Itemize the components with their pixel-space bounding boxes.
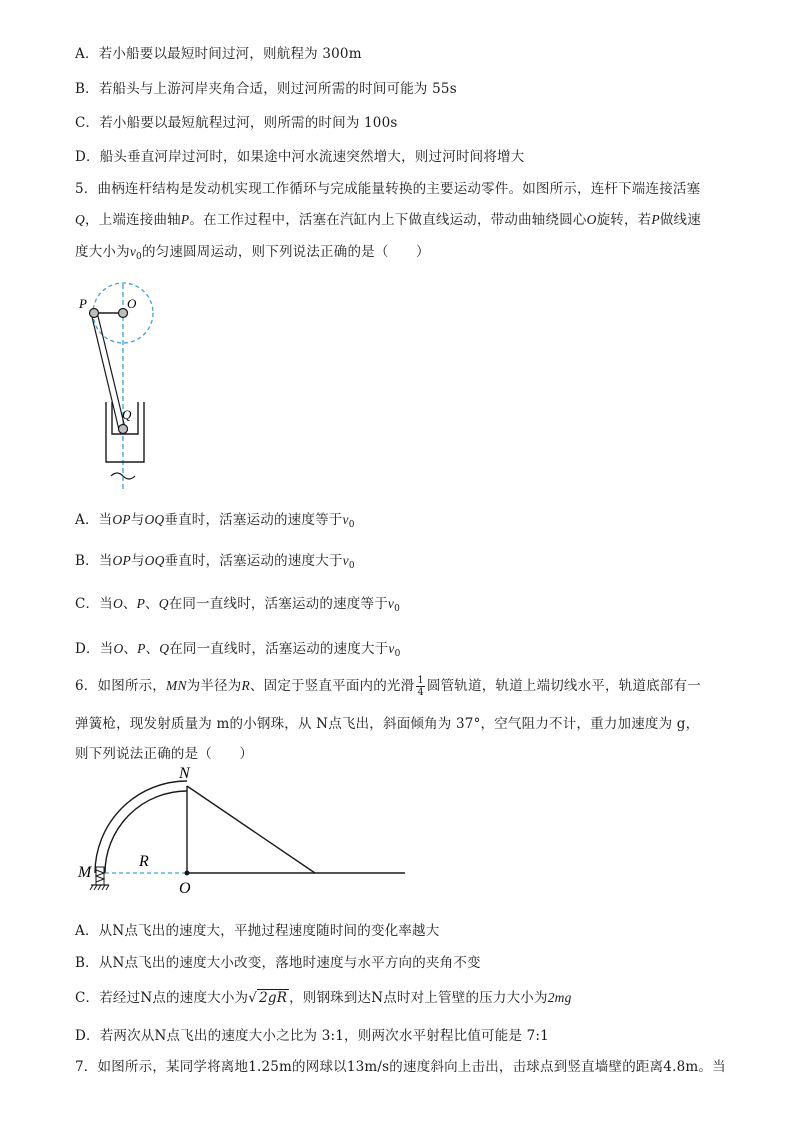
q5-option-b: B．当OP与OQ垂直时，活塞运动的速度大于$v_0$: [75, 553, 355, 571]
q6-stem-line1: 6．如图所示，MN为半径为R、固定于竖直平面内的光滑 $\frac{1}{4}$ 圆管轨道，轨道上端切线水平，轨道底部有一: [75, 675, 701, 698]
q4-option-b: B．若船头与上游河岸夹角合适，则过河所需的时间可能为 55s: [75, 81, 457, 97]
q4-option-d: D．船头垂直河岸过河时，如果途中河水流速突然增大，则过河时间将增大: [75, 149, 525, 165]
q6-option-c: C．若经过N点的速度大小为√ 2gR ，则钢珠到达N点时对上管壁的压力大小为2mg: [75, 990, 572, 1006]
label-o: O: [127, 296, 137, 311]
spring-gun-icon: [90, 867, 109, 890]
q6-stem-line2: 弹簧枪，现发射质量为 m的小钢珠，从 N点飞出，斜面倾角为 37°，空气阻力不计，重力加速度为 g，: [75, 716, 700, 732]
q7-stem-line1: 7．如图所示，某同学将离地1.25m的网球以13m/s的速度斜向上击出，击球点到竖直墙壁的距离4.8m。当: [75, 1059, 726, 1075]
q6-track-figure: [75, 765, 410, 905]
q5-crank-figure: [70, 282, 180, 497]
q6-option-d: D．若两次从N点飞出的速度大小之比为 3:1，则两次水平射程比值可能是 7:1: [75, 1028, 549, 1044]
incline-slope: [187, 786, 315, 873]
q4-option-c: C．若小船要以最短航程过河，则所需的时间为 100s: [75, 115, 398, 131]
connecting-rod-right: [97, 312, 125, 428]
label-n: N: [179, 765, 190, 782]
q5-stem-line3: 度大小为$v_0$的匀速圆周运动，则下列说法正确的是（ ）: [75, 244, 430, 262]
label-m: M: [78, 864, 92, 881]
label-o: O: [179, 880, 191, 897]
label-q: Q: [122, 407, 132, 422]
point-p-ball: [90, 309, 99, 318]
q6-option-b: B．从N点飞出的速度大小改变，落地时速度与水平方向的夹角不变: [75, 955, 481, 971]
q5-option-c: C．当O、P、Q在同一直线时，活塞运动的速度等于$v_0$: [75, 596, 401, 614]
point-o-dot: [185, 871, 190, 876]
label-p: P: [79, 296, 87, 311]
quarter-fraction: $\frac{1}{4}$: [417, 675, 424, 698]
q5-stem-line2: Q，上端连接曲轴P。在工作过程中，活塞在汽缸内上下做直线运动，带动曲轴绕圆心O旋转，若P做线速: [75, 212, 701, 228]
label-r: R: [139, 853, 149, 870]
q4-option-a: A．若小船要以最短时间过河，则航程为 300m: [75, 46, 362, 62]
q5-option-d: D．当O、P、Q在同一直线时，活塞运动的速度大于$v_0$: [75, 641, 401, 659]
q5-stem-line1: 5．曲柄连杆结构是发动机实现工作循环与完成能量转换的主要运动零件。如图所示，连杆下端连接活塞: [75, 181, 701, 197]
q5-option-a: A．当OP与OQ垂直时，活塞运动的速度等于$v_0$: [75, 512, 355, 530]
sqrt-2gr: √ 2gR: [248, 990, 288, 1006]
q6-stem-line3: 则下列说法正确的是（ ）: [75, 746, 254, 762]
piston-q-ball: [119, 425, 128, 434]
q6-option-a: A．从N点飞出的速度大，平抛过程速度随时间的变化率越大: [75, 923, 440, 939]
